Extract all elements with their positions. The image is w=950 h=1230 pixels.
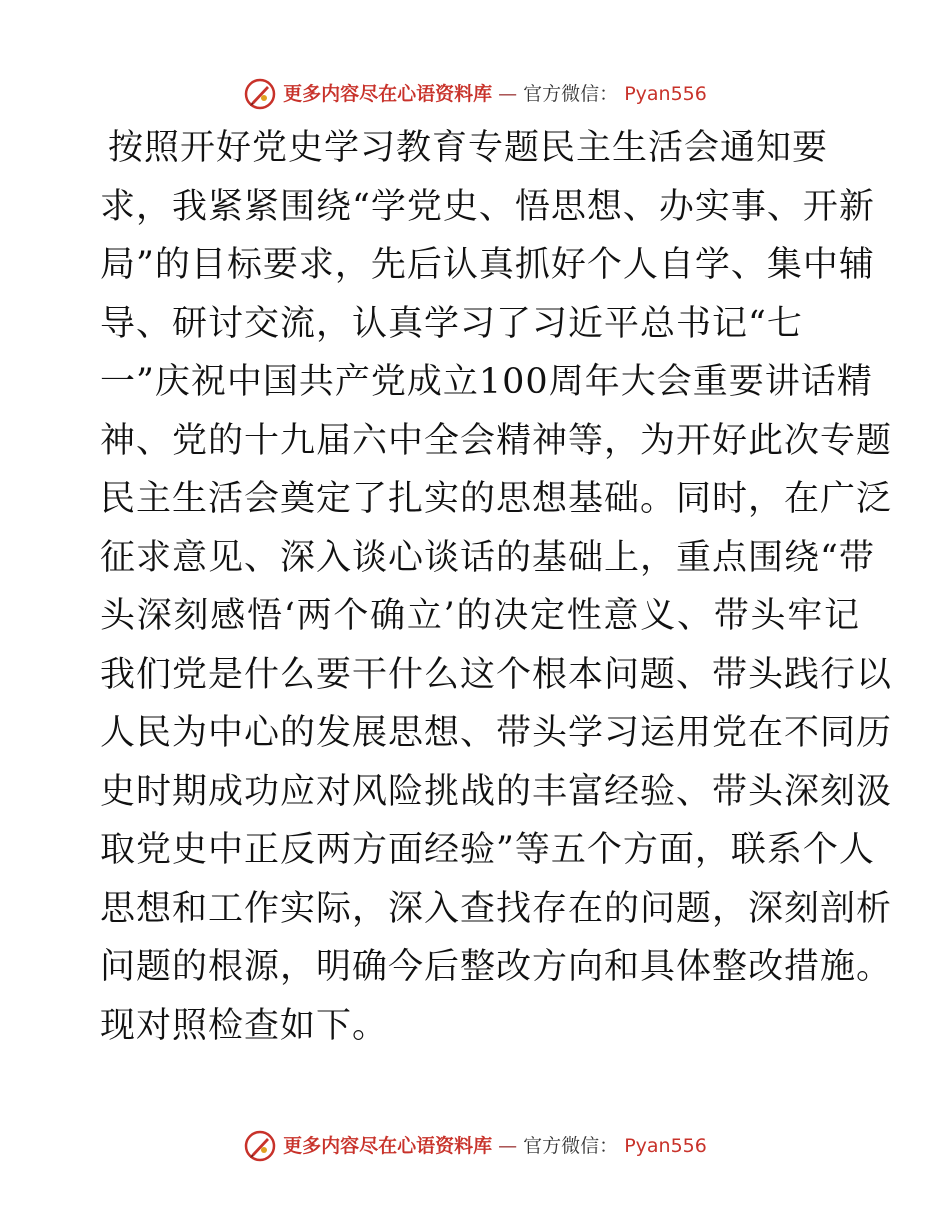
document-line: 思想和工作实际，深入查找存在的问题，深刻剖析: [100, 888, 893, 929]
quill-logo-icon: [243, 77, 277, 111]
document-line: 民主生活会奠定了扎实的思想基础。同时，在广泛: [100, 479, 893, 519]
document-line: 按照开好党史学习教育专题民主生活会通知要: [108, 128, 829, 168]
quill-logo-icon: [243, 1129, 277, 1163]
document-line: 求，我紧紧围绕“学党史、悟思想、办实事、开新: [100, 186, 875, 227]
watermark-official-label: 官方微信：: [523, 83, 619, 105]
document-line: 神、党的十九届六中全会精神等，为开好此次专题: [100, 420, 893, 461]
document-line: 导、研讨交流，认真学习了习近平总书记“七: [100, 303, 803, 344]
document-line: 一”庆祝中国共产党成立100周年大会重要讲话精: [100, 362, 873, 402]
watermark-brand: 更多内容尽在心语资料库: [283, 83, 493, 105]
document-line: 史时期成功应对风险挑战的丰富经验、带头深刻汲: [100, 771, 893, 812]
document-line: 征求意见、深入谈心谈话的基础上，重点围绕“带: [100, 537, 875, 578]
document-line: 人民为中心的发展思想、带头学习运用党在不同历: [100, 713, 893, 753]
document-line: 我们党是什么要干什么这个根本问题、带头践行以: [100, 654, 893, 695]
document-line: 现对照检查如下。: [100, 1005, 389, 1046]
watermark-wechat-id: Pyan556: [624, 83, 707, 105]
watermark-official-label: 官方微信：: [523, 1135, 619, 1157]
watermark-dash: —: [498, 83, 518, 105]
header-watermark: [0, 77, 950, 111]
footer-watermark: [0, 1129, 950, 1163]
watermark-wechat-id: Pyan556: [624, 1135, 707, 1157]
document-line: 取党史中正反两方面经验”等五个方面，联系个人: [100, 830, 875, 870]
document-line: 局”的目标要求，先后认真抓好个人自学、集中辅: [100, 245, 875, 285]
document-line: 问题的根源，明确今后整改方向和具体整改措施。: [100, 947, 893, 987]
document-body: [100, 119, 893, 1055]
watermark-brand: 更多内容尽在心语资料库: [283, 1135, 493, 1157]
document-line: 头深刻感悟‘两个确立’的决定性意义、带头牢记: [100, 596, 860, 636]
watermark-dash: —: [498, 1135, 518, 1157]
